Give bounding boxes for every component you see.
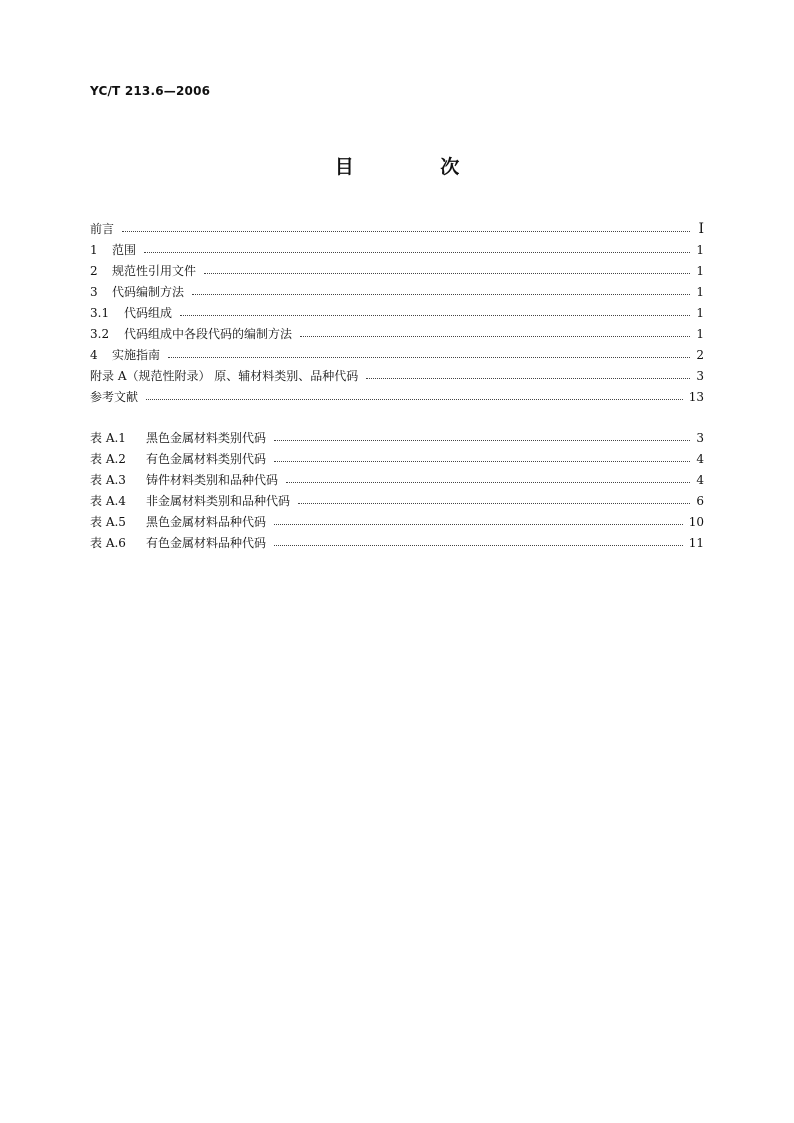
table-entry-label: 有色金属材料类别代码 xyxy=(146,452,267,466)
list-of-tables xyxy=(90,427,704,553)
toc-leader-dots xyxy=(144,251,690,253)
toc-leader-dots xyxy=(274,439,690,441)
table-entry-page: 4 xyxy=(696,451,704,466)
toc-entry-label: 参考文献 xyxy=(90,390,139,404)
toc-entry-number: 3 xyxy=(90,284,98,299)
toc-entry-label: 实施指南 xyxy=(112,348,161,362)
table-entry-a2[interactable] xyxy=(90,448,704,469)
table-entry-a1[interactable] xyxy=(90,427,704,448)
toc-entry-label: 前言 xyxy=(90,222,115,236)
toc-entry-page: 2 xyxy=(696,347,704,362)
toc-leader-dots xyxy=(298,502,690,504)
toc-leader-dots xyxy=(286,481,690,483)
toc-leader-dots xyxy=(192,293,690,295)
table-entry-a6[interactable] xyxy=(90,532,704,553)
table-entry-page: 3 xyxy=(696,430,704,445)
table-entry-page: 10 xyxy=(688,514,704,529)
table-entry-number: 表 A.4 xyxy=(90,494,126,508)
toc-entry-page: 1 xyxy=(696,242,704,257)
toc-leader-dots xyxy=(366,377,690,379)
toc-entry-number: 4 xyxy=(90,347,98,362)
toc-entry-number: 1 xyxy=(90,242,98,257)
page-title: 目 次 xyxy=(334,156,500,178)
table-entry-page: 6 xyxy=(696,493,704,508)
table-entry-page: 4 xyxy=(696,472,704,487)
table-entry-number: 表 A.3 xyxy=(90,473,126,487)
toc-leader-dots xyxy=(122,230,690,232)
table-entry-label: 有色金属材料品种代码 xyxy=(146,536,267,550)
toc-entry-label: 代码编制方法 xyxy=(112,285,185,299)
table-entry-number: 表 A.1 xyxy=(90,431,126,445)
toc-entry-foreword[interactable] xyxy=(90,218,704,239)
toc-entry-page: 13 xyxy=(688,389,704,404)
table-entry-page: 11 xyxy=(688,535,704,550)
table-entry-label: 黑色金属材料品种代码 xyxy=(146,515,267,529)
toc-leader-dots xyxy=(274,544,683,546)
toc-entry-label: 代码组成 xyxy=(124,306,173,320)
table-entry-number: 表 A.2 xyxy=(90,452,126,466)
toc-entry-label: 范围 xyxy=(112,243,137,257)
toc-leader-dots xyxy=(180,314,690,316)
table-entry-a5[interactable] xyxy=(90,511,704,532)
toc-entry-normative-references[interactable] xyxy=(90,260,704,281)
toc-leader-dots xyxy=(300,335,690,337)
toc-entry-page: 1 xyxy=(696,263,704,278)
table-entry-label: 非金属材料类别和品种代码 xyxy=(146,494,291,508)
toc-leader-dots xyxy=(274,460,690,462)
toc-entry-page: 1 xyxy=(696,326,704,341)
toc-entry-label: 附录 A（规范性附录） 原、辅材料类别、品种代码 xyxy=(90,369,359,383)
toc-leader-dots xyxy=(204,272,690,274)
table-of-contents xyxy=(90,218,704,407)
table-entry-a4[interactable] xyxy=(90,490,704,511)
toc-leader-dots xyxy=(146,398,683,400)
table-entry-number: 表 A.6 xyxy=(90,536,126,550)
table-entry-a3[interactable] xyxy=(90,469,704,490)
toc-entry-page: 3 xyxy=(696,368,704,383)
table-entry-label: 铸件材料类别和品种代码 xyxy=(146,473,279,487)
toc-entry-page: Ⅰ xyxy=(698,220,704,237)
toc-entry-scope[interactable] xyxy=(90,239,704,260)
toc-entry-segment-coding[interactable] xyxy=(90,323,704,344)
toc-leader-dots xyxy=(274,523,683,525)
toc-leader-dots xyxy=(168,356,690,358)
toc-entry-code-composition[interactable] xyxy=(90,302,704,323)
standard-code: YC/T 213.6—2006 xyxy=(90,84,211,98)
toc-entry-annex-a[interactable] xyxy=(90,365,704,386)
toc-entry-page: 1 xyxy=(696,305,704,320)
toc-entry-bibliography[interactable] xyxy=(90,386,704,407)
toc-entry-number: 2 xyxy=(90,263,98,278)
toc-entry-coding-method[interactable] xyxy=(90,281,704,302)
table-entry-label: 黑色金属材料类别代码 xyxy=(146,431,267,445)
toc-entry-implementation-guide[interactable] xyxy=(90,344,704,365)
table-entry-number: 表 A.5 xyxy=(90,515,126,529)
toc-entry-label: 代码组成中各段代码的编制方法 xyxy=(124,327,293,341)
toc-entry-number: 3.1 xyxy=(90,305,110,320)
toc-entry-page: 1 xyxy=(696,284,704,299)
toc-entry-label: 规范性引用文件 xyxy=(112,264,197,278)
toc-entry-number: 3.2 xyxy=(90,326,110,341)
